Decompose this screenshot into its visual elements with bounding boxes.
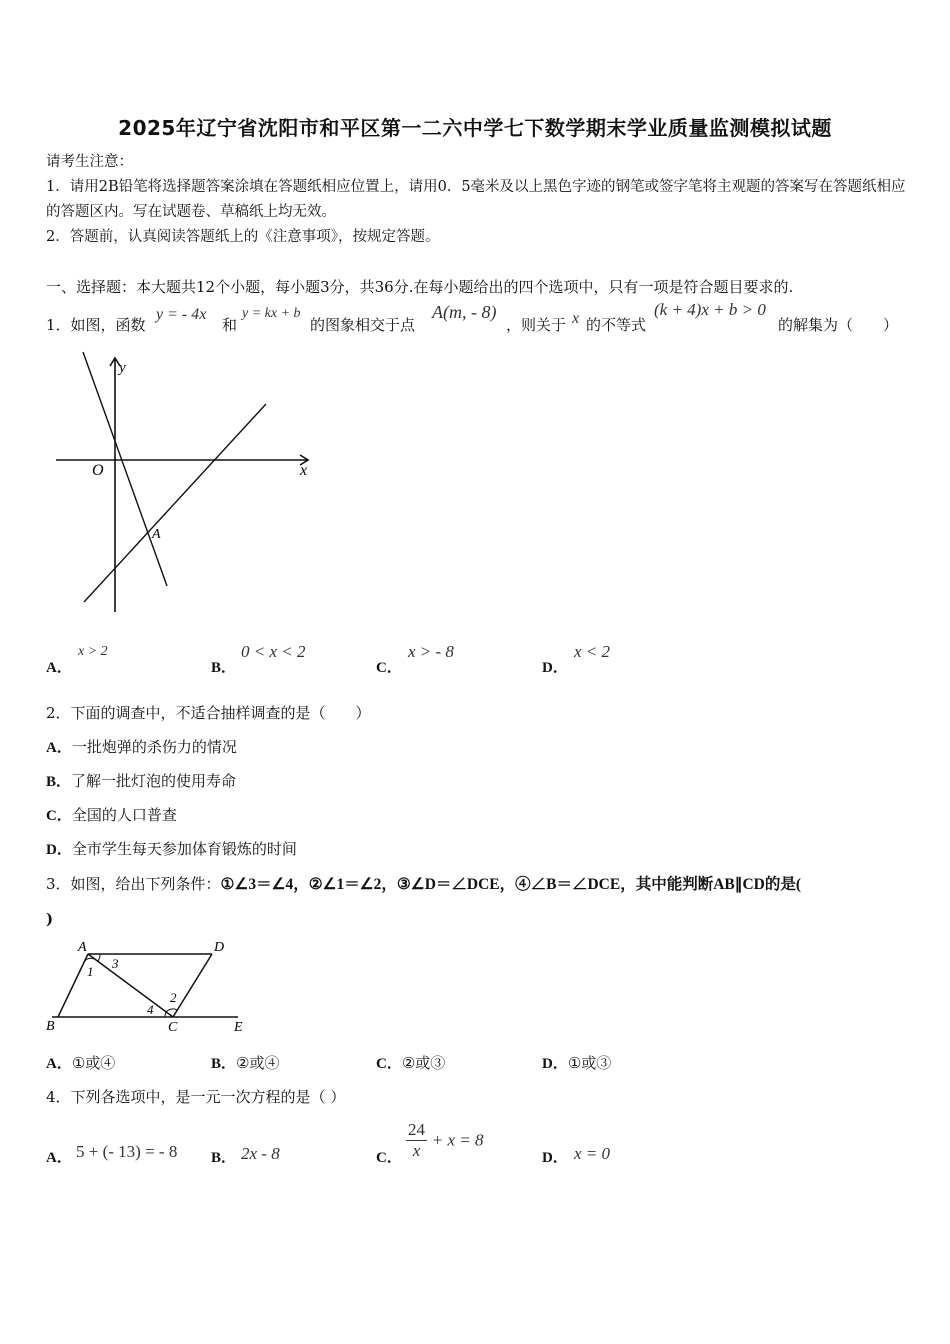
vertex-d-label: D	[214, 940, 225, 955]
x-axis-label: x	[300, 462, 308, 479]
segment-ac	[88, 954, 173, 1017]
line-y-kx-b	[84, 404, 266, 602]
vertex-e-label: E	[234, 1020, 243, 1035]
q1-option-c-label[interactable]: C．	[376, 660, 402, 676]
q2-option-b-text: 了解一批灯泡的使用寿命	[71, 772, 237, 790]
q1-option-b-label[interactable]: B．	[211, 660, 237, 676]
q2-option-d-text: 全市学生每天参加体育锻炼的时间	[71, 840, 297, 858]
vertex-a-label: A	[78, 940, 87, 955]
q4-option-d-text[interactable]: x = 0	[574, 1144, 611, 1163]
q4-option-c-label[interactable]: C．	[376, 1150, 402, 1166]
q1-part-6: 的解集为（ ）	[778, 316, 899, 334]
q1-option-a-text[interactable]: x > 2	[78, 644, 108, 659]
q1-option-d-label[interactable]: D．	[542, 660, 568, 676]
q1-part-3: 的图象相交于点	[310, 316, 416, 334]
q3-stem-prefix: 3．如图，给出下列条件：	[46, 875, 221, 893]
q3-option-a-text: ①或④	[71, 1054, 116, 1072]
q3-parallelogram-figure	[44, 936, 254, 1036]
q3-option-d-label: D．	[542, 1056, 568, 1072]
q3-option-a-label: A．	[46, 1056, 72, 1072]
q1-math-func2: y = kx + b	[242, 306, 301, 321]
q2-option-a[interactable]	[46, 736, 237, 757]
q1-math-inequality: (k + 4)x + b > 0	[654, 300, 766, 319]
q3-stem-conditions: ①∠3＝∠4，②∠1＝∠2，③∠D＝∠DCE，④∠B＝∠DCE，其中能判断AB∥CD的是(	[220, 876, 802, 893]
q4-option-b-label[interactable]: B．	[211, 1150, 237, 1166]
q4-option-c-expr[interactable]	[406, 1120, 484, 1161]
origin-label: O	[92, 462, 104, 479]
notice-heading: 请考生注意：	[46, 154, 133, 170]
q4-option-b-text[interactable]: 2x - 8	[241, 1144, 280, 1163]
q2-option-b[interactable]	[46, 770, 236, 791]
point-a-label: A	[152, 527, 161, 542]
q3-option-b-text: ②或④	[236, 1054, 280, 1072]
segment-ab	[58, 954, 88, 1017]
vertex-c-label: C	[168, 1020, 178, 1035]
q1-stem	[46, 300, 906, 340]
q3-option-b-label: B．	[211, 1056, 237, 1072]
angle-3-label: 3	[112, 956, 119, 971]
q4-option-c-denominator: x	[412, 1141, 421, 1160]
angle-1-label: 1	[87, 964, 94, 979]
segment-dc	[173, 954, 212, 1017]
q3-option-c-text: ②或③	[401, 1054, 446, 1072]
q1-graph-figure	[46, 350, 326, 620]
section-heading: 一、选择题：本大题共12个小题，每小题3分，共36分.在每小题给出的四个选项中，只有一项是符合题目要求的.	[46, 278, 794, 296]
q1-option-d-text[interactable]: x < 2	[574, 642, 611, 661]
q2-option-b-label: B．	[46, 774, 72, 790]
vertex-b-label: B	[46, 1019, 55, 1034]
q2-option-c[interactable]	[46, 804, 177, 825]
q4-options	[46, 1118, 906, 1174]
q1-option-c-text[interactable]: x > - 8	[408, 642, 454, 661]
q2-option-c-label: C．	[46, 808, 72, 824]
q2-stem: 2．下面的调查中，不适合抽样调查的是（ ）	[46, 704, 371, 722]
q4-option-c-rest: + x = 8	[431, 1130, 484, 1150]
q2-option-a-text: 一批炮弹的杀伤力的情况	[71, 738, 237, 756]
q3-option-a[interactable]	[46, 1052, 115, 1073]
page-title: 2025年辽宁省沈阳市和平区第一二六中学七下数学期末学业质量监测模拟试题	[118, 116, 832, 140]
q2-option-d-label: D．	[46, 842, 72, 858]
q4-stem: 4．下列各选项中，是一元一次方程的是（ ）	[46, 1088, 346, 1106]
notice-block	[46, 150, 906, 250]
notice-item-2: 2．答题前，认真阅读答题纸上的《注意事项》，按规定答题。	[46, 229, 440, 245]
q1-math-x: x	[572, 310, 580, 327]
q2-option-a-label: A．	[46, 740, 72, 756]
q1-part-5: 的不等式	[586, 316, 647, 334]
y-axis-label: y	[119, 360, 126, 376]
q1-option-a-label[interactable]: A．	[46, 660, 72, 676]
q4-option-d-label[interactable]: D．	[542, 1150, 568, 1166]
q1-math-point: A(m, - 8)	[432, 302, 497, 322]
q3-option-c[interactable]	[376, 1052, 445, 1073]
q1-math-func1: y = - 4x	[156, 306, 207, 323]
q4-option-a-label[interactable]: A．	[46, 1150, 72, 1166]
q1-part-4: ，则关于	[506, 316, 567, 334]
q3-options	[46, 1052, 906, 1076]
q3-stem-end: )	[46, 910, 54, 928]
notice-item-1: 1．请用2B铅笔将选择题答案涂填在答题纸相应位置上，请用0．5毫米及以上黑色字迹的钢笔或签字笔将主观题的答案写在答题纸相应的答题区内。写在试题卷、草稿纸上均无效。	[46, 179, 906, 220]
q4-option-c-fraction	[406, 1120, 427, 1161]
q3-option-b[interactable]	[211, 1052, 279, 1073]
q3-option-d[interactable]	[542, 1052, 611, 1073]
q1-options	[46, 644, 906, 674]
q2-option-d[interactable]	[46, 838, 297, 859]
angle-2-label: 2	[170, 990, 177, 1005]
q3-stem	[46, 872, 801, 894]
angle-2-arc	[166, 1009, 177, 1012]
q1-part-2: 和	[222, 316, 238, 334]
q3-option-c-label: C．	[376, 1056, 402, 1072]
angle-3-arc	[98, 954, 100, 961]
q1-part-1: 1．如图，函数	[46, 316, 146, 334]
q1-option-b-text[interactable]: 0 < x < 2	[241, 642, 306, 661]
q4-option-c-numerator: 24	[408, 1120, 425, 1139]
angle-4-label: 4	[147, 1002, 154, 1017]
q4-option-a-text[interactable]: 5 + (- 13) = - 8	[76, 1142, 178, 1161]
q3-option-d-text: ①或③	[567, 1054, 612, 1072]
q2-option-c-text: 全国的人口普查	[71, 806, 177, 824]
